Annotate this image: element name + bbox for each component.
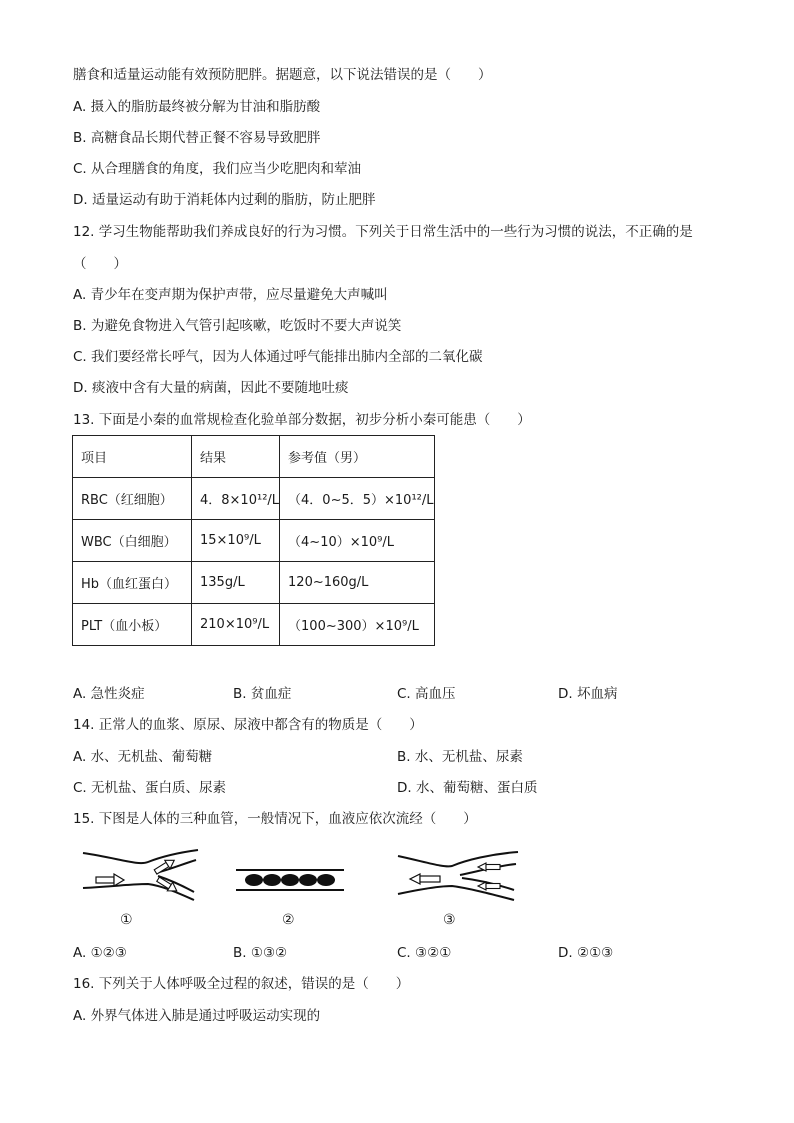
q13-option-c: C. 高血压 (397, 686, 456, 702)
q11-stem-tail: 膳食和适量运动能有效预防肥胖。据题意，以下说法错误的是（ ） (73, 67, 492, 83)
table-cell: 210×10⁹/L (192, 604, 280, 646)
q11-option-c: C. 从合理膳食的角度，我们应当少吃肥肉和荤油 (73, 161, 362, 177)
q11-option-a: A. 摄入的脂肪最终被分解为甘油和脂肪酸 (73, 99, 321, 115)
q15-option-b: B. ①③② (233, 945, 288, 961)
table-cell: WBC（白细胞） (73, 520, 192, 562)
q15-option-d: D. ②①③ (558, 945, 614, 961)
figure-label-3: ③ (443, 912, 456, 928)
table-cell: （100~300）×10⁹/L (280, 604, 434, 646)
q14-option-c: C. 无机盐、蛋白质、尿素 (73, 780, 227, 796)
table-cell: PLT（血小板） (73, 604, 192, 646)
q13-option-a: A. 急性炎症 (73, 686, 145, 702)
q15-option-c: C. ③②① (397, 945, 452, 961)
figure-label-2: ② (282, 912, 295, 928)
q14-option-a: A. 水、无机盐、葡萄糖 (73, 749, 213, 765)
capillary-figure (234, 862, 346, 896)
table-cell: RBC（红细胞） (73, 478, 192, 520)
vein-figure (396, 848, 520, 903)
q15-option-a: A. ①②③ (73, 945, 127, 961)
q11-option-b: B. 高糖食品长期代替正餐不容易导致肥胖 (73, 130, 321, 146)
table-cell: 120~160g/L (280, 562, 434, 604)
table-cell: 15×10⁹/L (192, 520, 280, 562)
q12-stem-cont: （ ） (73, 256, 127, 272)
q13-stem: 13. 下面是小秦的血常规检查化验单部分数据，初步分析小秦可能患（ ） (73, 412, 531, 428)
q14-option-d: D. 水、葡萄糖、蛋白质 (397, 780, 538, 796)
q12-option-d: D. 痰液中含有大量的病菌，因此不要随地吐痰 (73, 380, 349, 396)
q12-option-b: B. 为避免食物进入气管引起咳嗽，吃饭时不要大声说笑 (73, 318, 402, 334)
q16-stem: 16. 下列关于人体呼吸全过程的叙述，错误的是（ ） (73, 976, 410, 992)
table-cell: 135g/L (192, 562, 280, 604)
table-header-cell: 项目 (73, 436, 192, 478)
table-row (73, 478, 435, 520)
table-row (73, 520, 435, 562)
table-row (73, 604, 435, 646)
table-header-row (73, 436, 435, 478)
blood-test-table (72, 435, 435, 646)
table-header-cell: 参考值（男） (280, 436, 434, 478)
q14-stem: 14. 正常人的血浆、原尿、尿液中都含有的物质是（ ） (73, 717, 423, 733)
q13-option-d: D. 坏血病 (558, 686, 618, 702)
artery-figure (78, 848, 200, 903)
table-cell: （4~10）×10⁹/L (280, 520, 434, 562)
q14-option-b: B. 水、无机盐、尿素 (397, 749, 523, 765)
table-cell: （4．0~5．5）×10¹²/L (280, 478, 434, 520)
figure-label-1: ① (120, 912, 133, 928)
table-header-cell: 结果 (192, 436, 280, 478)
q12-stem: 12. 学习生物能帮助我们养成良好的行为习惯。下列关于日常生活中的一些行为习惯的说法，不正确的是 (73, 224, 693, 240)
table-cell: 4．8×10¹²/L (192, 478, 280, 520)
q13-option-b: B. 贫血症 (233, 686, 292, 702)
q15-stem: 15. 下图是人体的三种血管，一般情况下，血液应依次流经（ ） (73, 811, 477, 827)
q16-option-a: A. 外界气体进入肺是通过呼吸运动实现的 (73, 1008, 321, 1024)
q12-option-a: A. 青少年在变声期为保护声带，应尽量避免大声喊叫 (73, 287, 388, 303)
q12-option-c: C. 我们要经常长呼气，因为人体通过呼气能排出肺内全部的二氧化碳 (73, 349, 483, 365)
table-cell: Hb（血红蛋白） (73, 562, 192, 604)
q11-option-d: D. 适量运动有助于消耗体内过剩的脂肪，防止肥胖 (73, 192, 376, 208)
table-row (73, 562, 435, 604)
